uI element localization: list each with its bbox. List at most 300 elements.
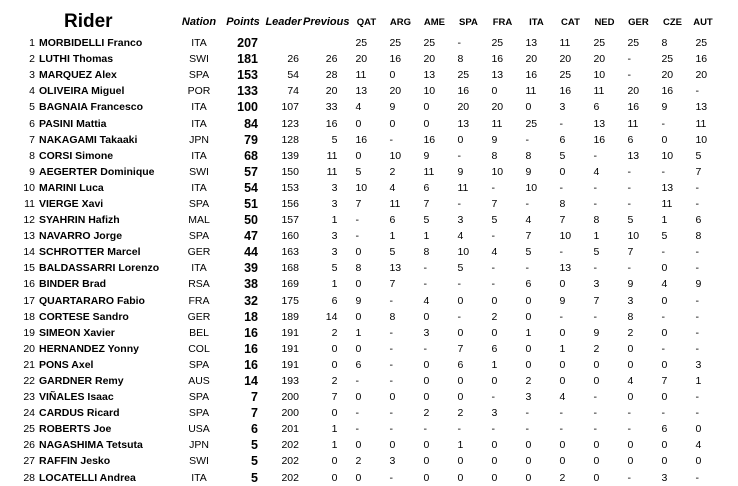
race-points-cell: 8 [593,214,600,227]
nation-cell: SWI [189,53,209,66]
leader-gap-cell: 202 [281,439,299,452]
race-points-cell: 2 [627,326,634,339]
race-points-cell: 20 [355,53,368,66]
race-points-cell: - [389,133,393,146]
race-points-cell: - [389,294,393,307]
nation-cell: GER [187,310,211,323]
position-cell: 21 [23,358,35,371]
race-points-cell: 0 [593,455,600,468]
race-points-cell: 6 [695,214,702,227]
nation-cell: POR [187,85,211,98]
race-points-cell: 0 [661,294,668,307]
race-points-cell: 11 [355,69,367,82]
race-points-cell: - [457,149,461,162]
race-points-cell: 0 [559,165,566,178]
race-points-cell: 25 [593,37,606,50]
race-points-cell: 4 [457,230,464,243]
race-points-cell: 0 [525,101,532,114]
race-header-qat: QAT [356,16,377,28]
race-points-cell: - [423,278,427,291]
race-points-cell: 9 [695,278,702,291]
position-cell: 16 [23,278,35,291]
race-points-cell: 20 [627,85,640,98]
race-points-cell: 25 [355,37,368,50]
position-cell: 24 [23,407,35,420]
points-cell: 6 [251,422,258,437]
race-points-cell: 5 [491,214,498,227]
race-points-cell: 20 [695,69,708,82]
race-points-cell: 9 [457,165,464,178]
race-points-cell: 10 [559,230,572,243]
nation-cell: SPA [188,197,210,210]
race-points-cell: 16 [627,101,640,114]
table-row [0,405,716,421]
race-points-cell: - [355,214,359,227]
race-points-cell: 7 [627,246,634,259]
previous-gap-cell: 6 [331,294,338,307]
race-points-cell: 1 [593,230,600,243]
race-points-cell: 0 [491,455,498,468]
race-points-cell: 3 [627,294,634,307]
nation-cell: GER [187,246,211,259]
race-points-cell: 2 [457,407,464,420]
rider-name-cell: VIÑALES Isaac [39,391,114,404]
race-points-cell: 1 [559,342,566,355]
race-points-cell: 1 [525,326,532,339]
race-points-cell: 0 [559,375,566,388]
race-points-cell: 10 [661,149,674,162]
table-row [0,470,716,486]
race-points-cell: 1 [661,214,668,227]
previous-gap-cell: 1 [331,214,338,227]
race-header-aut: AUT [693,16,713,28]
race-points-cell: - [695,181,699,194]
nation-cell: ITA [191,37,207,50]
rider-column-header: Rider [64,11,113,32]
leader-gap-cell: 107 [281,101,299,114]
rider-name-cell: SIMEON Xavier [39,326,115,339]
position-cell: 7 [29,133,35,146]
race-points-cell: - [491,278,495,291]
previous-gap-cell: 1 [331,278,338,291]
nation-cell: ITA [191,101,207,114]
race-points-cell: 5 [423,214,430,227]
race-points-cell: 8 [661,37,668,50]
rider-name-cell: GARDNER Remy [39,375,124,388]
race-points-cell: - [695,391,699,404]
race-points-cell: 1 [491,358,498,371]
leader-gap-cell: 157 [281,214,299,227]
previous-gap-cell [303,35,349,51]
leader-gap-cell: 153 [281,181,299,194]
race-points-cell: 0 [355,310,362,323]
previous-gap-cell: 16 [325,117,338,130]
nation-cell: SPA [188,69,210,82]
points-cell: 7 [251,390,258,405]
race-points-cell: - [627,165,631,178]
race-points-cell: 0 [457,391,464,404]
race-points-cell: 8 [627,310,634,323]
race-points-cell: 0 [423,455,430,468]
race-points-cell: 0 [355,439,362,452]
race-points-cell: - [355,375,359,388]
nation-cell: SPA [188,358,210,371]
race-points-cell: - [559,181,563,194]
rider-name-cell: NAVARRO Jorge [39,230,123,243]
race-points-cell: 0 [355,149,362,162]
race-points-cell: - [627,423,631,436]
nation-cell: SWI [189,455,209,468]
position-cell: 6 [29,117,35,130]
race-points-cell: 0 [491,294,498,307]
race-header-ger: GER [628,16,649,28]
race-points-cell: - [627,181,631,194]
rider-name-cell: PASINI Mattia [39,117,107,130]
standings-table [0,9,716,486]
position-cell: 26 [23,439,35,452]
leader-column-header: Leader [265,16,302,28]
race-points-cell: 2 [525,375,532,388]
table-row [0,373,716,389]
race-points-cell: 10 [491,165,504,178]
position-cell: 12 [23,214,35,227]
race-points-cell: 0 [355,246,362,259]
race-points-cell: 3 [423,326,430,339]
race-points-cell: 0 [525,358,532,371]
points-cell: 100 [237,100,258,115]
race-points-cell: 9 [389,101,396,114]
race-points-cell: 0 [457,471,464,484]
race-points-cell: - [695,246,699,259]
race-points-cell: 5 [695,149,702,162]
points-cell: 18 [244,309,258,324]
previous-gap-cell: 1 [331,439,338,452]
race-points-cell: - [423,262,427,275]
table-row [0,35,716,51]
position-cell: 5 [29,101,35,114]
nation-cell: ITA [191,117,207,130]
race-points-cell: 13 [559,262,572,275]
race-points-cell: 0 [559,455,566,468]
leader-gap-cell: 128 [281,133,299,146]
race-points-cell: 8 [525,149,532,162]
race-points-cell: 0 [491,85,498,98]
race-points-cell: 9 [491,133,498,146]
previous-gap-cell: 2 [331,375,338,388]
race-points-cell: 0 [355,278,362,291]
leader-gap-cell: 163 [281,246,299,259]
race-points-cell: 0 [355,391,362,404]
race-points-cell: 20 [661,69,674,82]
race-points-cell: 2 [593,342,600,355]
nation-cell: COL [188,342,210,355]
leader-gap-cell: 201 [281,423,299,436]
nation-cell: SPA [188,391,210,404]
race-points-cell: 7 [525,230,532,243]
race-points-cell: 10 [627,230,640,243]
race-points-cell: - [593,149,597,162]
nation-cell: JPN [189,133,209,146]
race-points-cell: 0 [423,391,430,404]
race-points-cell: 25 [695,37,708,50]
race-points-cell: - [491,262,495,275]
points-cell: 181 [237,52,258,67]
race-points-cell: 0 [627,391,634,404]
points-cell: 207 [237,36,258,51]
nation-cell: ITA [191,181,207,194]
race-points-cell: - [525,407,529,420]
race-points-cell: - [491,391,495,404]
position-cell: 10 [23,181,35,194]
race-points-cell: - [695,326,699,339]
race-points-cell: 7 [661,375,668,388]
rider-name-cell: AEGERTER Dominique [39,165,155,178]
points-cell: 57 [244,164,258,179]
race-points-cell: 13 [627,149,640,162]
position-cell: 17 [23,294,35,307]
race-points-cell: 0 [627,439,634,452]
race-points-cell: 20 [423,53,436,66]
points-cell: 50 [244,213,258,228]
race-points-cell: - [627,471,631,484]
race-points-cell: 0 [389,439,396,452]
previous-gap-cell: 14 [325,310,338,323]
table-row [0,325,716,341]
table-row [0,357,716,373]
race-points-cell: 0 [423,439,430,452]
race-points-cell: 0 [457,375,464,388]
points-cell: 47 [244,229,258,244]
race-points-cell: 25 [627,37,640,50]
race-points-cell: 0 [559,358,566,371]
previous-gap-cell: 0 [331,358,338,371]
race-points-cell: - [457,197,461,210]
nation-column-header: Nation [181,16,217,28]
previous-gap-cell: 33 [325,101,338,114]
race-points-cell: 20 [491,101,504,114]
race-points-cell: - [593,407,597,420]
table-row [0,115,716,131]
race-points-cell: 7 [491,197,498,210]
race-points-cell: - [593,181,597,194]
race-header-cat: CAT [561,16,580,28]
race-points-cell: 16 [457,85,470,98]
nation-cell: SWI [189,165,209,178]
points-cell: 153 [237,68,258,83]
race-points-cell: - [661,117,665,130]
race-points-cell: 0 [457,326,464,339]
race-points-cell: 0 [423,117,430,130]
race-points-cell: 5 [661,230,668,243]
race-points-cell: 5 [593,246,600,259]
nation-cell: ITA [191,471,207,484]
race-points-cell: - [355,407,359,420]
race-points-cell: 2 [491,310,498,323]
race-points-cell: 0 [423,358,430,371]
position-cell: 2 [29,53,35,66]
points-cell: 44 [244,245,258,260]
nation-cell: JPN [189,439,209,452]
race-points-cell: 7 [423,197,430,210]
race-points-cell: - [661,165,665,178]
position-cell: 23 [23,391,35,404]
race-points-cell: 0 [559,278,566,291]
race-points-cell: - [389,375,393,388]
race-points-cell: - [389,423,393,436]
race-points-cell: - [389,342,393,355]
race-points-cell: 0 [525,294,532,307]
race-points-cell: 4 [661,278,668,291]
race-points-cell: - [389,326,393,339]
race-points-cell: 20 [559,53,572,66]
race-points-cell: 25 [491,37,504,50]
race-points-cell: 3 [525,391,532,404]
nation-cell: AUS [188,375,210,388]
race-points-cell: 0 [661,455,668,468]
leader-gap-cell: 193 [281,375,299,388]
rider-name-cell: OLIVEIRA Miguel [39,85,125,98]
race-points-cell: 7 [593,294,600,307]
leader-gap-cell [264,35,303,51]
race-points-cell: 0 [491,326,498,339]
race-points-cell: 0 [525,310,532,323]
previous-gap-cell: 2 [331,326,338,339]
position-cell: 22 [23,375,35,388]
race-points-cell: 7 [355,197,362,210]
race-points-cell: 0 [559,326,566,339]
race-points-cell: 3 [695,358,702,371]
leader-gap-cell: 191 [281,358,299,371]
race-points-cell: 0 [661,358,668,371]
table-row [0,244,716,260]
race-points-cell: 7 [695,165,702,178]
race-points-cell: 0 [661,133,668,146]
race-points-cell: 16 [661,85,674,98]
leader-gap-cell: 54 [287,69,299,82]
table-row [0,164,716,180]
table-row [0,148,716,164]
race-points-cell: 0 [355,117,362,130]
race-points-cell: 0 [593,471,600,484]
race-points-cell: - [525,133,529,146]
table-row [0,180,716,196]
previous-gap-cell: 0 [331,407,338,420]
nation-cell: ITA [191,262,207,275]
position-cell: 28 [23,471,35,484]
position-cell: 19 [23,326,35,339]
race-points-cell: 25 [661,53,674,66]
table-row [0,421,716,437]
race-points-cell: 0 [627,358,634,371]
race-points-cell: 0 [627,455,634,468]
race-points-cell: 4 [491,246,498,259]
race-points-cell: 25 [525,117,538,130]
points-column-header: Points [226,16,260,28]
race-points-cell: 0 [525,455,532,468]
race-points-cell: 0 [661,326,668,339]
race-points-cell: - [491,230,495,243]
race-points-cell: - [627,197,631,210]
race-points-cell: 5 [355,165,362,178]
previous-gap-cell: 0 [331,471,338,484]
race-points-cell: 0 [423,310,430,323]
race-points-cell: - [491,423,495,436]
race-points-cell: - [695,294,699,307]
race-points-cell: 9 [525,165,532,178]
race-points-cell: 10 [423,85,436,98]
race-points-cell: - [593,391,597,404]
race-points-cell: 11 [525,85,537,98]
race-points-cell: 6 [661,423,668,436]
nation-cell: BEL [189,326,209,339]
race-points-cell: 7 [457,342,464,355]
race-points-cell: 0 [423,101,430,114]
race-points-cell: 0 [559,439,566,452]
points-cell: 39 [244,261,258,276]
points-cell: 16 [244,357,258,372]
points-cell: 5 [251,438,258,453]
race-points-cell: 2 [355,455,362,468]
table-row [0,228,716,244]
race-points-cell: 10 [389,149,402,162]
race-points-cell: 0 [695,455,702,468]
leader-gap-cell: 26 [287,53,299,66]
table-row [0,67,716,83]
table-row [0,83,716,99]
leader-gap-cell: 191 [281,326,299,339]
race-points-cell: 5 [457,262,464,275]
race-points-cell: 13 [355,85,368,98]
race-points-cell: 16 [423,133,436,146]
race-points-cell: 0 [389,391,396,404]
rider-name-cell: MORBIDELLI Franco [39,37,143,50]
race-points-cell: 3 [559,101,566,114]
position-cell: 3 [29,69,35,82]
race-points-cell: 20 [525,53,538,66]
race-header-cze: CZE [662,16,682,28]
table-row [0,341,716,357]
race-points-cell: - [661,310,665,323]
race-points-cell: 0 [423,375,430,388]
race-points-cell: - [627,69,631,82]
points-cell: 16 [244,325,258,340]
nation-cell: USA [188,423,210,436]
race-points-cell: - [627,53,631,66]
race-points-cell: 2 [559,471,566,484]
race-points-cell: 8 [355,262,362,275]
leader-gap-cell: 74 [287,85,299,98]
race-header-ita: ITA [529,16,544,28]
race-points-cell: 0 [491,471,498,484]
leader-gap-cell: 160 [281,230,299,243]
race-points-cell: 20 [593,53,606,66]
race-points-cell: - [559,407,563,420]
race-points-cell: 3 [457,214,464,227]
previous-gap-cell: 28 [325,69,338,82]
race-header-ame: AME [423,16,446,28]
table-row [0,99,716,115]
rider-name-cell: CARDUS Ricard [39,407,120,420]
race-points-cell: - [627,407,631,420]
race-points-cell: 4 [695,439,702,452]
position-cell: 18 [23,310,35,323]
race-points-cell: 9 [423,149,430,162]
race-points-cell: 11 [627,117,639,130]
leader-gap-cell: 139 [281,149,299,162]
race-points-cell: 3 [661,471,668,484]
race-points-cell: 8 [491,149,498,162]
points-cell: 84 [244,116,258,131]
